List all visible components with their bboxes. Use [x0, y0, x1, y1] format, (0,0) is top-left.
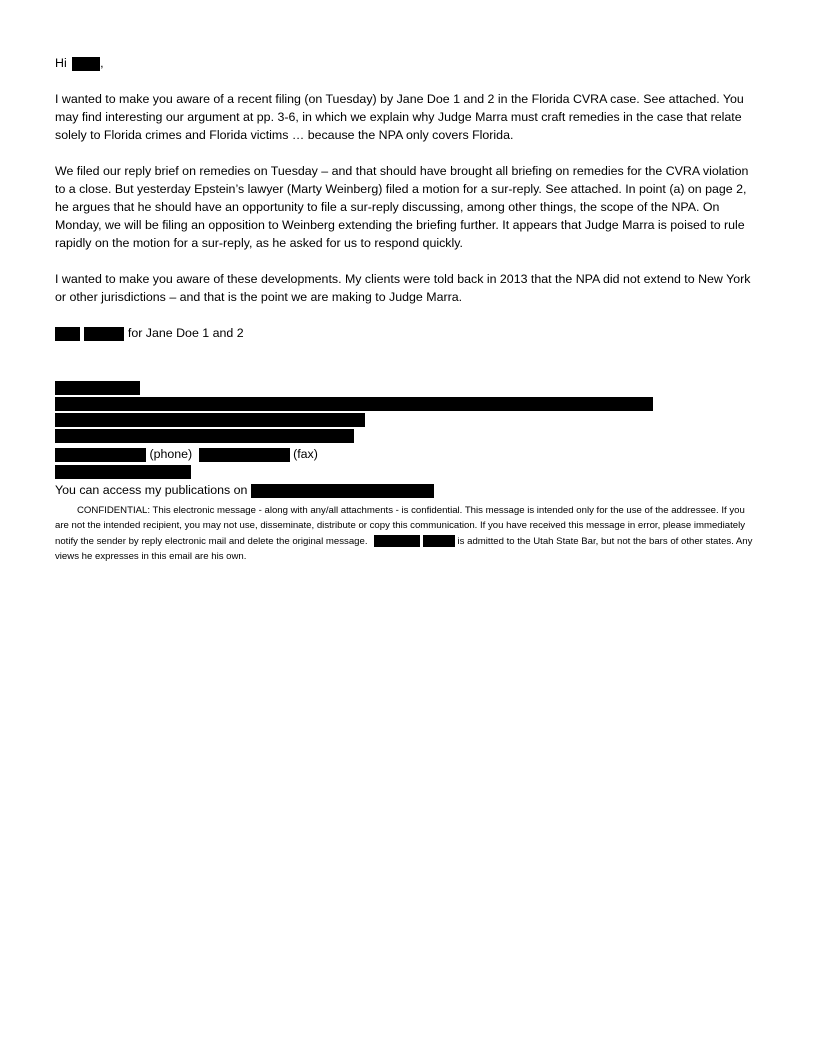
redaction-block	[55, 381, 140, 395]
contact-line	[55, 445, 760, 463]
greeting-prefix: Hi	[55, 56, 67, 70]
greeting	[55, 54, 760, 72]
publications-text: You can access my publications on	[55, 483, 248, 497]
redaction-block	[199, 448, 290, 462]
redaction-block	[55, 429, 354, 443]
fax-label: (fax)	[293, 447, 318, 461]
redaction-block	[374, 535, 420, 547]
phone-label: (phone)	[149, 447, 193, 461]
signature-block	[55, 381, 760, 499]
redaction-block	[251, 484, 434, 498]
redaction-block	[72, 57, 100, 71]
signoff-text: for Jane Doe 1 and 2	[124, 326, 244, 340]
redaction-block	[55, 413, 365, 427]
redaction-block	[55, 465, 191, 479]
greeting-suffix: ,	[100, 56, 104, 70]
paragraph-reply-brief: We filed our reply brief on remedies on Tuesday – and that should have brought all briefing on remedies for the CVRA violation to a close. But yesterday Epstein’s lawyer (Marty Weinberg) filed a motion for a sur-reply. See attached. In point (a) on page 2, he argues that he should have an opportunity to file a sur-reply discussing, among other things, the scope of the NPA. On Monday, we will be filing an opposition to Weinberg extending the briefing further. It appears that Judge Marra is poised to rule rapidly on the motion for a sur-reply, as he asked for us to respond quickly.	[55, 164, 749, 250]
confidentiality-text-part1: CONFIDENTIAL: This electronic message - along with any/all attachments - is confidential. This message is intended only for the use of the addressee. If you are not the intended recipient, you may not use, disseminate, distribute or copy this communication. If you have received this message in error, please immediately notify the sender by reply electronic mail and delete the original message.	[55, 505, 746, 547]
redaction-block	[55, 448, 146, 462]
redaction-block	[423, 535, 455, 547]
signoff	[55, 324, 760, 342]
email-body	[55, 54, 760, 565]
paragraph-filing: I wanted to make you aware of a recent filing (on Tuesday) by Jane Doe 1 and 2 in the Florida CVRA case. See attached. You may find interesting our argument at pp. 3-6, in which we explain why Judge Marra must craft remedies in the case that relate solely to Florida crimes and Florida victims … because the NPA only covers Florida.	[55, 92, 744, 142]
redaction-block	[55, 397, 653, 411]
confidentiality-notice	[55, 503, 760, 565]
paragraph-developments: I wanted to make you aware of these developments. My clients were told back in 2013 that the NPA did not extend to New York or other jurisdictions – and that is the point we are making to Judge Marra.	[55, 272, 751, 304]
confidentiality-text-part2: is admitted to the Utah State Bar, but not the bars of other states. Any views he expresses in this email are his own.	[55, 535, 753, 563]
publications-line	[55, 481, 760, 499]
redaction-block	[84, 327, 124, 341]
redaction-block	[55, 327, 80, 341]
